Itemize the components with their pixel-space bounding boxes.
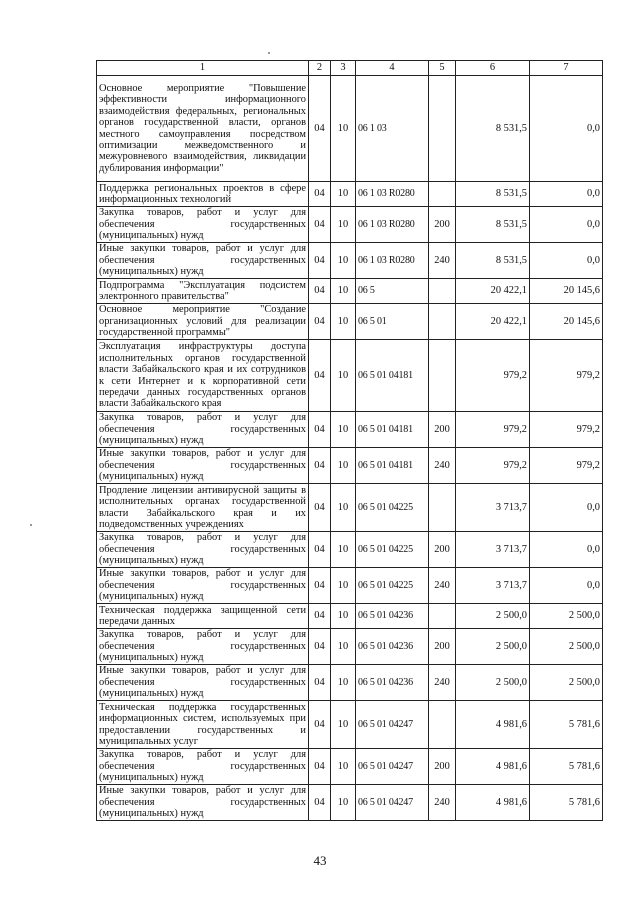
- amount-year-2: 979,2: [530, 448, 603, 484]
- amount-year-1: 8 531,5: [456, 182, 530, 207]
- expense-type-code: [429, 304, 456, 340]
- section-code: 04: [309, 279, 331, 304]
- table-row: [97, 448, 603, 484]
- amount-year-1: 20 422,1: [456, 279, 530, 304]
- target-article-code: 06 5: [356, 279, 429, 304]
- amount-year-2: 5 781,6: [530, 749, 603, 785]
- section-code: 04: [309, 207, 331, 243]
- item-name: Иные закупки товаров, работ и услуг для обеспечения государственных (муниципальных) нужд: [97, 448, 309, 484]
- expense-type-code: 200: [429, 532, 456, 568]
- amount-year-2: 20 145,6: [530, 279, 603, 304]
- target-article-code: 06 1 03 R0280: [356, 182, 429, 207]
- section-code: 04: [309, 785, 331, 821]
- expense-type-code: 240: [429, 665, 456, 701]
- subsection-code: 10: [331, 76, 356, 182]
- amount-year-2: 2 500,0: [530, 604, 603, 629]
- amount-year-1: 8 531,5: [456, 76, 530, 182]
- subsection-code: 10: [331, 207, 356, 243]
- amount-year-1: 3 713,7: [456, 568, 530, 604]
- amount-year-1: 979,2: [456, 412, 530, 448]
- table-row: [97, 412, 603, 448]
- subsection-code: 10: [331, 749, 356, 785]
- section-code: 04: [309, 665, 331, 701]
- expense-type-code: [429, 484, 456, 532]
- subsection-code: 10: [331, 279, 356, 304]
- item-name: Закупка товаров, работ и услуг для обеспечения государственных (муниципальных) нужд: [97, 749, 309, 785]
- expense-type-code: 240: [429, 243, 456, 279]
- section-code: 04: [309, 532, 331, 568]
- section-code: 04: [309, 340, 331, 412]
- target-article-code: 06 5 01 04225: [356, 484, 429, 532]
- target-article-code: 06 5 01 04236: [356, 604, 429, 629]
- expense-type-code: 200: [429, 629, 456, 665]
- expense-type-code: [429, 340, 456, 412]
- section-code: 04: [309, 629, 331, 665]
- item-name: Иные закупки товаров, работ и услуг для обеспечения государственных (муниципальных) нужд: [97, 568, 309, 604]
- target-article-code: 06 5 01 04181: [356, 412, 429, 448]
- table-row: [97, 484, 603, 532]
- amount-year-1: 2 500,0: [456, 629, 530, 665]
- table-row: [97, 568, 603, 604]
- item-name: Подпрограмма "Эксплуатация подсистем электронного правительства": [97, 279, 309, 304]
- column-header: 7: [530, 61, 603, 76]
- amount-year-2: 5 781,6: [530, 701, 603, 749]
- table-row: [97, 701, 603, 749]
- amount-year-2: 2 500,0: [530, 629, 603, 665]
- item-name: Иные закупки товаров, работ и услуг для обеспечения государственных (муниципальных) нужд: [97, 785, 309, 821]
- item-name: Иные закупки товаров, работ и услуг для обеспечения государственных (муниципальных) нужд: [97, 243, 309, 279]
- subsection-code: 10: [331, 340, 356, 412]
- column-header: 2: [309, 61, 331, 76]
- table-row: [97, 629, 603, 665]
- expense-type-code: [429, 701, 456, 749]
- expense-type-code: [429, 182, 456, 207]
- amount-year-2: 979,2: [530, 340, 603, 412]
- amount-year-1: 20 422,1: [456, 304, 530, 340]
- scan-speck: [30, 524, 32, 526]
- target-article-code: 06 5 01: [356, 304, 429, 340]
- amount-year-1: 8 531,5: [456, 207, 530, 243]
- expense-type-code: 200: [429, 749, 456, 785]
- amount-year-1: 3 713,7: [456, 532, 530, 568]
- target-article-code: 06 5 01 04236: [356, 629, 429, 665]
- target-article-code: 06 5 01 04247: [356, 785, 429, 821]
- section-code: 04: [309, 304, 331, 340]
- table-row: [97, 76, 603, 182]
- amount-year-1: 2 500,0: [456, 604, 530, 629]
- item-name: Закупка товаров, работ и услуг для обеспечения государственных (муниципальных) нужд: [97, 412, 309, 448]
- table-row: [97, 785, 603, 821]
- budget-table: [96, 60, 603, 821]
- section-code: 04: [309, 412, 331, 448]
- amount-year-2: 0,0: [530, 182, 603, 207]
- subsection-code: 10: [331, 665, 356, 701]
- target-article-code: 06 1 03 R0280: [356, 207, 429, 243]
- table-header-row: [97, 61, 603, 76]
- scan-speck: [268, 52, 270, 54]
- subsection-code: 10: [331, 243, 356, 279]
- subsection-code: 10: [331, 568, 356, 604]
- section-code: 04: [309, 701, 331, 749]
- column-header: 4: [356, 61, 429, 76]
- item-name: Закупка товаров, работ и услуг для обеспечения государственных (муниципальных) нужд: [97, 532, 309, 568]
- target-article-code: 06 1 03 R0280: [356, 243, 429, 279]
- item-name: Техническая поддержка защищенной сети передачи данных: [97, 604, 309, 629]
- table-row: [97, 532, 603, 568]
- table-row: [97, 304, 603, 340]
- target-article-code: 06 5 01 04181: [356, 340, 429, 412]
- table-row: [97, 182, 603, 207]
- section-code: 04: [309, 604, 331, 629]
- amount-year-1: 4 981,6: [456, 701, 530, 749]
- column-header: 5: [429, 61, 456, 76]
- amount-year-2: 0,0: [530, 568, 603, 604]
- item-name: Эксплуатация инфраструктуры доступа исполнительных органов государственной власти Забайкальского края и их сотрудников к сети Интернет и к корпоративной сети передачи данных государственных органов власти Забайкальского края: [97, 340, 309, 412]
- target-article-code: 06 5 01 04225: [356, 532, 429, 568]
- amount-year-2: 0,0: [530, 243, 603, 279]
- subsection-code: 10: [331, 484, 356, 532]
- section-code: 04: [309, 243, 331, 279]
- amount-year-1: 979,2: [456, 340, 530, 412]
- amount-year-1: 8 531,5: [456, 243, 530, 279]
- amount-year-1: 4 981,6: [456, 749, 530, 785]
- amount-year-2: 20 145,6: [530, 304, 603, 340]
- table-row: [97, 665, 603, 701]
- amount-year-1: 4 981,6: [456, 785, 530, 821]
- item-name: Основное мероприятие "Создание организационных условий для реализации государственной программы": [97, 304, 309, 340]
- subsection-code: 10: [331, 182, 356, 207]
- target-article-code: 06 5 01 04247: [356, 749, 429, 785]
- expense-type-code: 200: [429, 207, 456, 243]
- page-number: 43: [313, 853, 327, 868]
- target-article-code: 06 5 01 04247: [356, 701, 429, 749]
- subsection-code: 10: [331, 412, 356, 448]
- amount-year-2: 2 500,0: [530, 665, 603, 701]
- item-name: Закупка товаров, работ и услуг для обеспечения государственных (муниципальных) нужд: [97, 629, 309, 665]
- target-article-code: 06 5 01 04236: [356, 665, 429, 701]
- subsection-code: 10: [331, 532, 356, 568]
- table-row: [97, 279, 603, 304]
- expense-type-code: [429, 604, 456, 629]
- amount-year-2: 0,0: [530, 484, 603, 532]
- expense-type-code: [429, 76, 456, 182]
- amount-year-2: 0,0: [530, 207, 603, 243]
- expense-type-code: 240: [429, 568, 456, 604]
- section-code: 04: [309, 76, 331, 182]
- section-code: 04: [309, 484, 331, 532]
- table-row: [97, 749, 603, 785]
- target-article-code: 06 1 03: [356, 76, 429, 182]
- amount-year-1: 2 500,0: [456, 665, 530, 701]
- item-name: Основное мероприятие "Повышение эффективности информационного взаимодействия федеральных, региональных органов государственной власти, органов местного самоуправления посредством оптимизации межведомственного и межуровневого взаимодействия, ликвидации дублирования информации": [97, 76, 309, 182]
- section-code: 04: [309, 568, 331, 604]
- subsection-code: 10: [331, 604, 356, 629]
- amount-year-1: 3 713,7: [456, 484, 530, 532]
- table-body: [97, 76, 603, 821]
- expense-type-code: [429, 279, 456, 304]
- subsection-code: 10: [331, 448, 356, 484]
- section-code: 04: [309, 749, 331, 785]
- expense-type-code: 240: [429, 785, 456, 821]
- table-row: [97, 604, 603, 629]
- column-header: 6: [456, 61, 530, 76]
- item-name: Продление лицензии антивирусной защиты в исполнительных органах государственной власти Забайкальского края и их подведомственных учреждениях: [97, 484, 309, 532]
- table-row: [97, 207, 603, 243]
- subsection-code: 10: [331, 701, 356, 749]
- section-code: 04: [309, 182, 331, 207]
- item-name: Поддержка региональных проектов в сфере информационных технологий: [97, 182, 309, 207]
- subsection-code: 10: [331, 629, 356, 665]
- expense-type-code: 240: [429, 448, 456, 484]
- subsection-code: 10: [331, 304, 356, 340]
- item-name: Техническая поддержка государственных информационных систем, используемых при предоставлении государственных и муниципальных услуг: [97, 701, 309, 749]
- table-row: [97, 243, 603, 279]
- amount-year-2: 5 781,6: [530, 785, 603, 821]
- subsection-code: 10: [331, 785, 356, 821]
- target-article-code: 06 5 01 04181: [356, 448, 429, 484]
- target-article-code: 06 5 01 04225: [356, 568, 429, 604]
- section-code: 04: [309, 448, 331, 484]
- amount-year-2: 979,2: [530, 412, 603, 448]
- column-header: 3: [331, 61, 356, 76]
- amount-year-2: 0,0: [530, 532, 603, 568]
- expense-type-code: 200: [429, 412, 456, 448]
- table-row: [97, 340, 603, 412]
- amount-year-1: 979,2: [456, 448, 530, 484]
- item-name: Закупка товаров, работ и услуг для обеспечения государственных (муниципальных) нужд: [97, 207, 309, 243]
- item-name: Иные закупки товаров, работ и услуг для обеспечения государственных (муниципальных) нужд: [97, 665, 309, 701]
- amount-year-2: 0,0: [530, 76, 603, 182]
- column-header: 1: [97, 61, 309, 76]
